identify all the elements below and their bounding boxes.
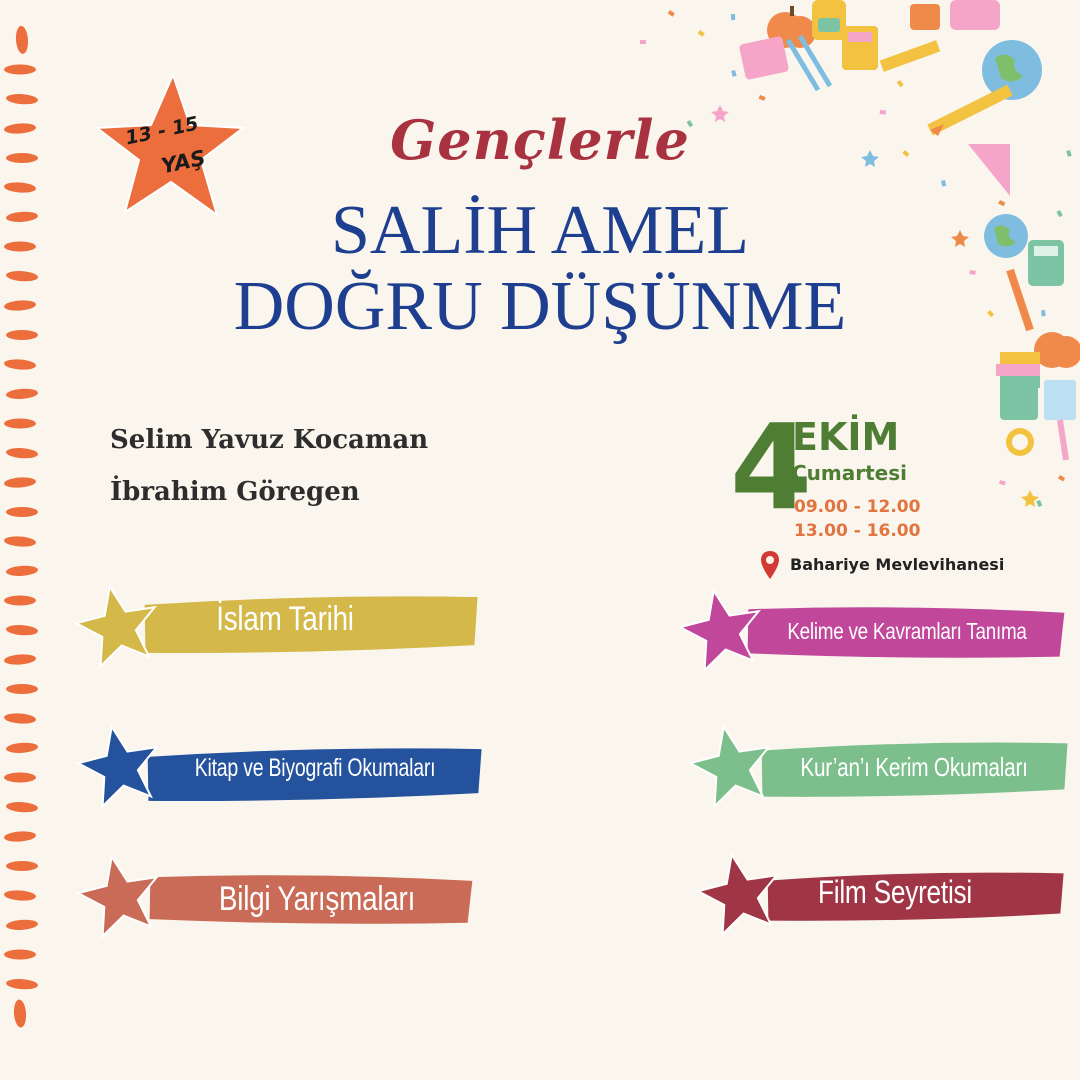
brush-dash	[4, 889, 37, 901]
brush-dash	[4, 65, 36, 75]
star-icon	[698, 855, 776, 934]
brush-dash	[4, 535, 37, 547]
age-range: 13 - 15	[123, 112, 201, 150]
brush-dash	[4, 476, 37, 488]
brush-dash	[6, 388, 39, 400]
star-icon	[76, 587, 154, 666]
event-month: EKİM	[792, 415, 900, 459]
event-day-number: 4	[730, 398, 809, 536]
star-icon	[680, 591, 758, 670]
star-icon	[690, 727, 768, 806]
brush-stroke-border	[4, 25, 39, 1027]
brush-dash	[6, 919, 39, 931]
activity-label-islam-tarihi: İslam Tarihi	[216, 600, 354, 638]
event-time-2: 13.00 - 16.00	[794, 521, 921, 541]
brush-dash	[4, 181, 37, 193]
event-venue: Bahariye Mevlevihanesi	[790, 555, 1005, 574]
activity-label-film: Film Seyretisi	[817, 874, 973, 910]
page-title-line-1: SALİH AMEL	[330, 192, 750, 269]
brush-dash	[4, 712, 37, 724]
brush-dash	[4, 419, 36, 429]
brush-dash	[4, 596, 36, 606]
speaker-name-2: İbrahim Göregen	[110, 477, 360, 507]
brush-dash	[15, 25, 29, 54]
event-weekday: Cumartesi	[792, 461, 907, 485]
brush-dash	[6, 93, 39, 105]
activity-label-kitap-biyografi: Kitap ve Biyografi Okumaları	[194, 754, 436, 782]
star-icon	[78, 727, 156, 806]
brush-dash	[4, 653, 37, 665]
age-unit: YAŞ	[158, 145, 208, 179]
brush-dash	[4, 950, 36, 960]
brush-dash	[4, 773, 36, 783]
brush-dash	[4, 830, 37, 842]
activity-label-kelime-kavram: Kelime ve Kavramları Tanıma	[787, 618, 1027, 644]
brush-dash	[6, 861, 38, 871]
brush-dash	[6, 565, 39, 577]
location-pin-icon	[760, 550, 780, 580]
page-title-line-2: DOĞRU DÜŞÜNME	[233, 268, 847, 345]
event-time-1: 09.00 - 12.00	[794, 497, 921, 517]
speaker-name-1: Selim Yavuz Kocaman	[110, 425, 429, 455]
brush-dash	[6, 684, 38, 694]
brush-dash	[6, 801, 39, 813]
brush-dash	[6, 447, 39, 459]
subtitle: Gençlerle	[390, 108, 690, 172]
brush-dash	[4, 358, 37, 370]
brush-dash	[6, 624, 39, 636]
brush-dash	[13, 999, 27, 1028]
brush-dash	[6, 507, 38, 517]
brush-dash	[6, 978, 39, 990]
activity-label-bilgi-yarisma: Bilgi Yarışmaları	[218, 880, 416, 918]
brush-dash	[6, 742, 39, 754]
activity-label-kuran-okuma: Kur’an’ı Kerim Okumaları	[800, 752, 1028, 782]
star-icon	[78, 857, 156, 936]
